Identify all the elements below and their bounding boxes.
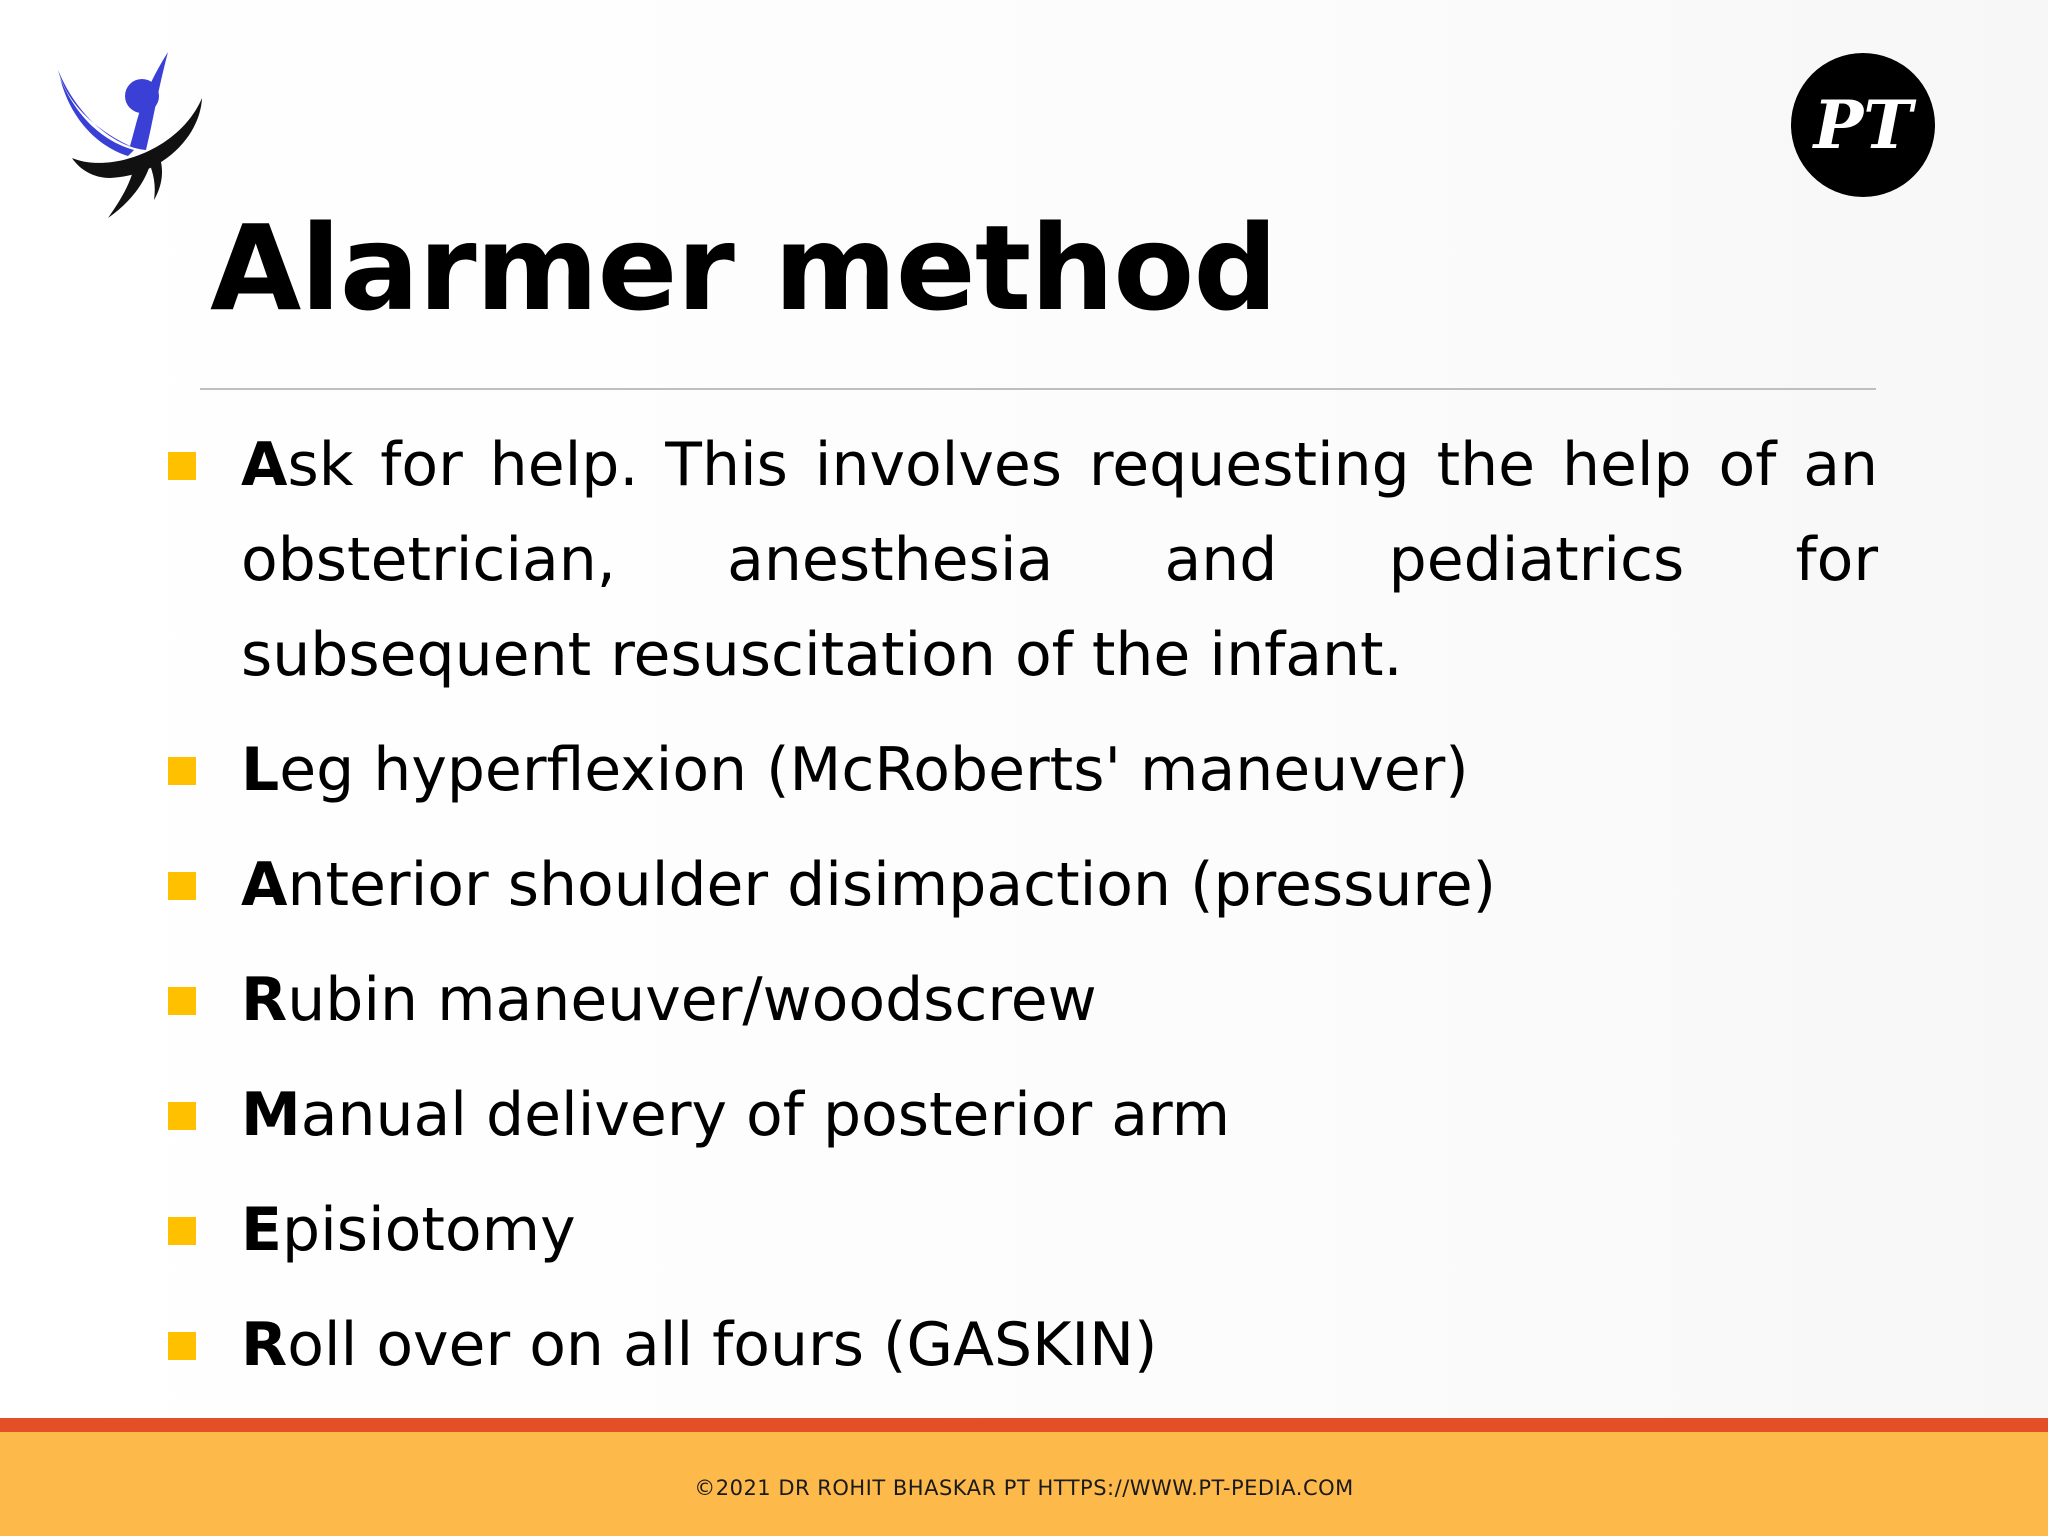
bullet-episiotomy: [166, 1183, 1878, 1278]
footer-copyright: ©2021 DR ROHIT BHASKAR PT HTTPS://WWW.PT-PEDIA.COM: [694, 1476, 1354, 1500]
bullet-text: pisiotomy: [282, 1195, 576, 1265]
bullet-initial: M: [241, 1080, 301, 1150]
square-bullet-icon: [168, 1332, 196, 1360]
square-bullet-icon: [168, 757, 196, 785]
square-bullet-icon: [168, 452, 196, 480]
bullet-anterior-shoulder: [166, 838, 1878, 933]
figure-logo-icon: [50, 38, 210, 223]
square-bullet-icon: [168, 1102, 196, 1130]
pt-logo-text: PT: [1813, 86, 1913, 164]
title-divider: [200, 388, 1876, 390]
square-bullet-icon: [168, 1217, 196, 1245]
square-bullet-icon: [168, 987, 196, 1015]
bullet-text: anual delivery of posterior arm: [300, 1080, 1231, 1150]
bullet-list: [166, 418, 1878, 1413]
bullet-text: nterior shoulder disimpaction (pressure): [287, 850, 1497, 920]
bullet-ask-for-help: [166, 418, 1878, 703]
bullet-text: eg hyperflexion (McRoberts' maneuver): [279, 735, 1469, 805]
page-title: Alarmer method: [210, 199, 1277, 337]
square-bullet-icon: [168, 872, 196, 900]
bullet-initial: A: [241, 430, 288, 500]
footer-accent-stripe: [0, 1418, 2048, 1432]
bullet-rubin-maneuver: [166, 953, 1878, 1048]
bullet-roll-over: [166, 1298, 1878, 1393]
bullet-text: oll over on all fours (GASKIN): [287, 1310, 1158, 1380]
bullet-leg-hyperflexion: [166, 723, 1878, 818]
bullet-manual-delivery: [166, 1068, 1878, 1163]
bullet-initial: R: [241, 965, 288, 1035]
bullet-initial: A: [241, 850, 288, 920]
bullet-initial: R: [241, 1310, 288, 1380]
bullet-initial: E: [241, 1195, 282, 1265]
bullet-text: ubin maneuver/woodscrew: [287, 965, 1097, 1035]
pt-logo-icon: [1790, 52, 1936, 198]
bullet-initial: L: [241, 735, 280, 805]
bullet-text: sk for help. This involves requesting the help of an obstetrician, anesthesia and pediatrics for subsequent resuscitation of the infant.: [241, 430, 1878, 690]
